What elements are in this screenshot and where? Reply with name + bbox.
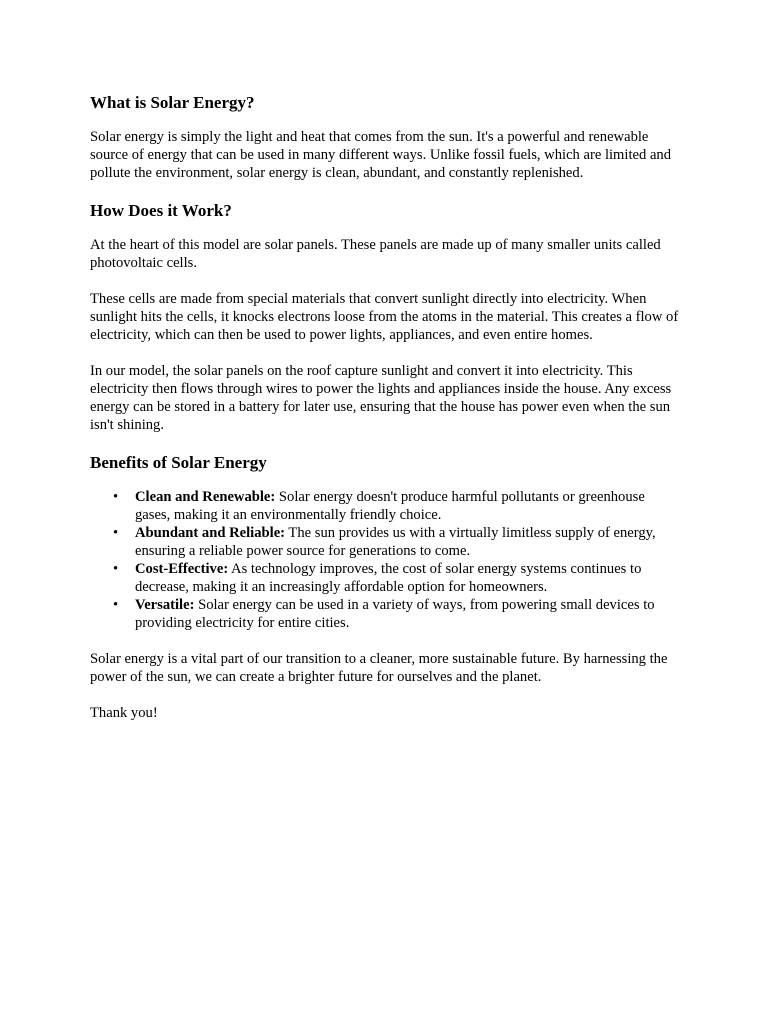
paragraph-solar-panels: At the heart of this model are solar panels. These panels are made up of many smaller units called photovoltaic cells. — [90, 237, 661, 271]
document-page — [90, 92, 680, 740]
benefit-text: Solar energy doesn't produce harmful pollutants or greenhouse gases, making it an environmentally friendly choice. — [135, 489, 645, 523]
benefit-term: Cost-Effective: — [135, 561, 229, 577]
benefit-term: Clean and Renewable: — [135, 489, 276, 505]
benefit-text: Solar energy can be used in a variety of ways, from powering small devices to providing electricity for entire cities. — [135, 597, 655, 631]
paragraph-thanks: Thank you! — [90, 705, 158, 721]
benefit-term: Versatile: — [135, 597, 195, 613]
benefit-text: As technology improves, the cost of solar energy systems continues to decrease, making it an increasingly affordable option for homeowners. — [135, 561, 642, 595]
list-item — [135, 560, 680, 596]
paragraph-photovoltaic-cells: These cells are made from special materials that convert sunlight directly into electricity. When sunlight hits the cells, it knocks electrons loose from the atoms in the material. This creates a flow of electricity, which can then be used to power lights, appliances, and even entire homes. — [90, 291, 679, 343]
benefit-text: The sun provides us with a virtually limitless supply of energy, ensuring a reliable power source for generations to come. — [135, 525, 656, 559]
list-item — [135, 524, 680, 560]
list-item — [135, 488, 680, 524]
paragraph-solar-definition: Solar energy is simply the light and heat that comes from the sun. It's a powerful and renewable source of energy that can be used in many different ways. Unlike fossil fuels, which are limited and pollute the environment, solar energy is clean, abundant, and constantly replenished. — [90, 129, 672, 181]
heading-what-is-solar-energy: What is Solar Energy? — [90, 93, 255, 112]
paragraph-closing: Solar energy is a vital part of our transition to a cleaner, more sustainable future. By harnessing the power of the sun, we can create a brighter future for ourselves and the planet. — [90, 651, 668, 685]
paragraph-model-description: In our model, the solar panels on the roof capture sunlight and convert it into electricity. This electricity then flows through wires to power the lights and appliances inside the house. Any excess energy can be stored in a battery for later use, ensuring that the house has power even when the sun isn't shining. — [90, 363, 672, 433]
benefits-list — [90, 488, 680, 632]
list-item — [135, 596, 680, 632]
heading-benefits: Benefits of Solar Energy — [90, 453, 267, 472]
benefit-term: Abundant and Reliable: — [135, 525, 286, 541]
heading-how-does-it-work: How Does it Work? — [90, 201, 232, 220]
